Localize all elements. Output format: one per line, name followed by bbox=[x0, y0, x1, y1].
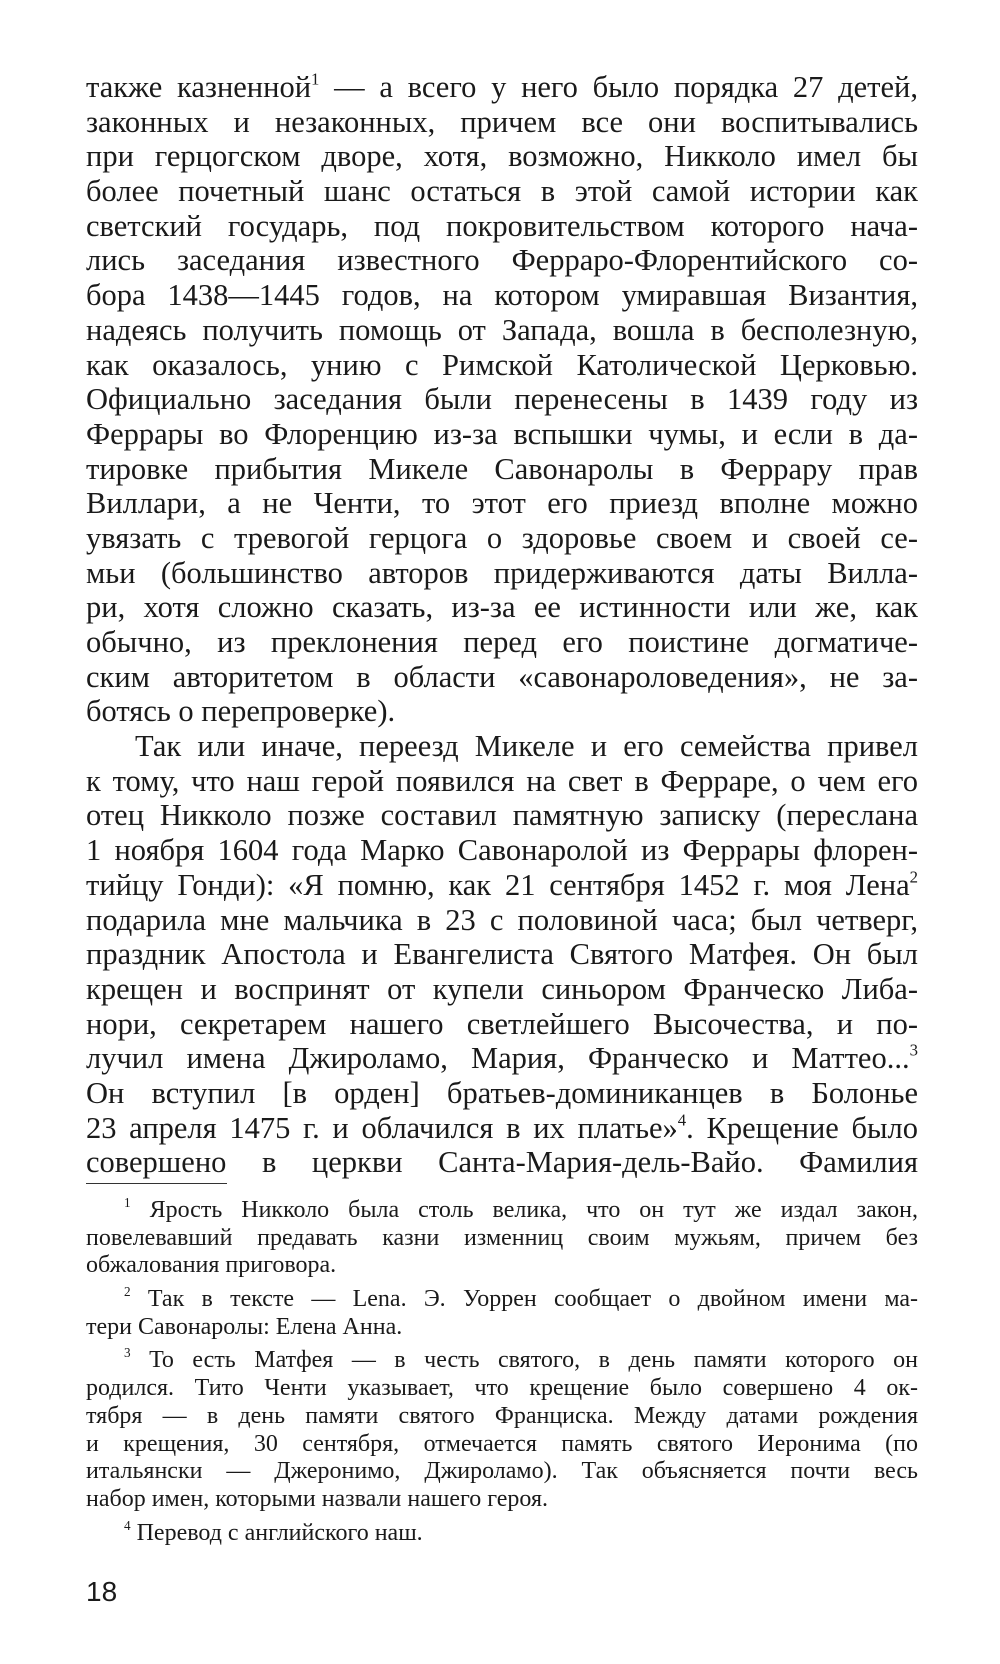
text-line: тийцу Гонди): «Я помню, как 21 сентября 1452 г. моя Лена$^2$ bbox=[86, 867, 918, 902]
text-line: Официально заседания были перенесены в 1439 году из bbox=[86, 382, 918, 417]
footnote-ref: 4 bbox=[677, 1110, 687, 1130]
text-line: 23 апреля 1475 г. и облачился в их платье»$^4$. Крещение было bbox=[86, 1110, 918, 1145]
footnote-line: $^4$ Перевод с английского наш. bbox=[124, 1517, 423, 1546]
text-line: более почетный шанс остаться в этой самой истории как bbox=[86, 174, 918, 209]
page-number: 18 bbox=[86, 1576, 118, 1607]
text-line: Так или иначе, переезд Микеле и его семейства привел bbox=[135, 729, 918, 764]
footnote-ref: 3 bbox=[909, 1040, 918, 1060]
text-line: к тому, что наш герой появился на свет в Ферраре, о чем его bbox=[86, 763, 918, 798]
text-line: обычно, из преклонения перед его поистине догматиче- bbox=[86, 625, 918, 659]
text-line: нори, секретарем нашего светлейшего Высочества, и по- bbox=[86, 1006, 918, 1041]
text-line: праздник Апостола и Евангелиста Святого Матфея. Он был bbox=[86, 937, 918, 972]
text-line: ским авторитетом в области «савонароловедения», не за- bbox=[86, 659, 918, 694]
text-line: ботясь о перепроверке). bbox=[86, 694, 396, 729]
footnote-line: тября — в день памяти святого Франциска. Между датами рождения bbox=[86, 1402, 918, 1429]
text-line: при герцогском дворе, хотя, возможно, Никколо имел бы bbox=[86, 139, 918, 174]
text-line: законных и незаконных, причем все они воспитывались bbox=[86, 104, 918, 139]
text-line: увязать с тревогой герцога о здоровье своем и своей се- bbox=[86, 520, 918, 555]
footnote-line: $^2$ Так в тексте — Lena. Э. Уоррен сообщает о двойном имени ма- bbox=[124, 1284, 919, 1313]
footnote-separator bbox=[86, 1183, 227, 1184]
footnote-line: тери Савонаролы: Елена Анна. bbox=[86, 1313, 403, 1340]
main-text bbox=[86, 70, 918, 1180]
footnote-line: $^1$ Ярость Никколо была столь велика, что он тут же издал закон, bbox=[124, 1195, 918, 1223]
footnote-line: родился. Тито Ченти указывает, что крещение было совершено 4 ок- bbox=[86, 1375, 918, 1402]
text-line: светский государь, под покровительством которого нача- bbox=[86, 208, 918, 243]
footnote-line: обжалования приговора. bbox=[86, 1252, 337, 1279]
text-line: лись заседания известного Ферраро-Флорентийского со- bbox=[86, 243, 918, 278]
footnote-ref: 2 bbox=[909, 867, 918, 887]
footnote-line: повелевавший предавать казни изменниц своим мужьям, причем без bbox=[86, 1224, 918, 1251]
footnotes bbox=[86, 1197, 918, 1547]
text-line: подарила мне мальчика в 23 с половиной часа; был четверг, bbox=[86, 902, 918, 937]
footnote-ref: 1 bbox=[311, 69, 320, 89]
text-line: как оказалось, унию с Римской Католической Церковью. bbox=[86, 347, 918, 382]
footnote-line: $^3$ То есть Матфея — в честь святого, в день памяти которого он bbox=[124, 1345, 918, 1374]
text-line: надеясь получить помощь от Запада, вошла в бесполезную, bbox=[86, 312, 918, 347]
text-line: Виллари, а не Ченти, то этот его приезд вполне можно bbox=[86, 486, 918, 521]
text-line: Он вступил [в орден] братьев-доминиканцев в Болонье bbox=[86, 1075, 918, 1110]
text-line: лучил имена Джироламо, Мария, Франческо и Маттео...$^3$ bbox=[86, 1040, 918, 1076]
footnote-number: 4 bbox=[124, 1517, 131, 1533]
text-line: ри, хотя сложно сказать, из-за ее истинности или же, как bbox=[86, 590, 918, 625]
text-line: мьи (большинство авторов придерживаются даты Вилла- bbox=[86, 555, 918, 590]
page-body bbox=[86, 70, 918, 1180]
footnote-number: 1 bbox=[124, 1195, 131, 1211]
text-line: Феррары во Флоренцию из-за вспышки чумы, и если в да- bbox=[86, 416, 918, 451]
text-line: совершено в церкви Санта-Мария-дель-Вайо. Фамилия bbox=[86, 1145, 918, 1180]
text-line: 1 ноября 1604 года Марко Савонаролой из Феррары флорен- bbox=[86, 833, 918, 868]
text-line: бора 1438—1445 годов, на котором умиравшая Византия, bbox=[86, 278, 918, 313]
footnote-number: 3 bbox=[124, 1345, 131, 1361]
text-line: отец Никколо позже составил памятную записку (переслана bbox=[86, 798, 918, 833]
footnote-line: и крещения, 30 сентября, отмечается память святого Иеронима (по bbox=[86, 1430, 918, 1457]
text-line: тировке прибытия Микеле Савонаролы в Феррару прав bbox=[86, 451, 918, 486]
text-line: также казненной$^1$ — а всего у него было порядка 27 детей, bbox=[86, 69, 918, 104]
footnote-line: итальянски — Джеронимо, Джироламо). Так объясняется почти весь bbox=[86, 1458, 918, 1485]
text-line: крещен и воспринят от купели синьором Франческо Либа- bbox=[86, 971, 918, 1006]
footnote-line: набор имен, которыми назвали нашего героя. bbox=[86, 1485, 548, 1512]
footnote-number: 2 bbox=[124, 1284, 131, 1300]
